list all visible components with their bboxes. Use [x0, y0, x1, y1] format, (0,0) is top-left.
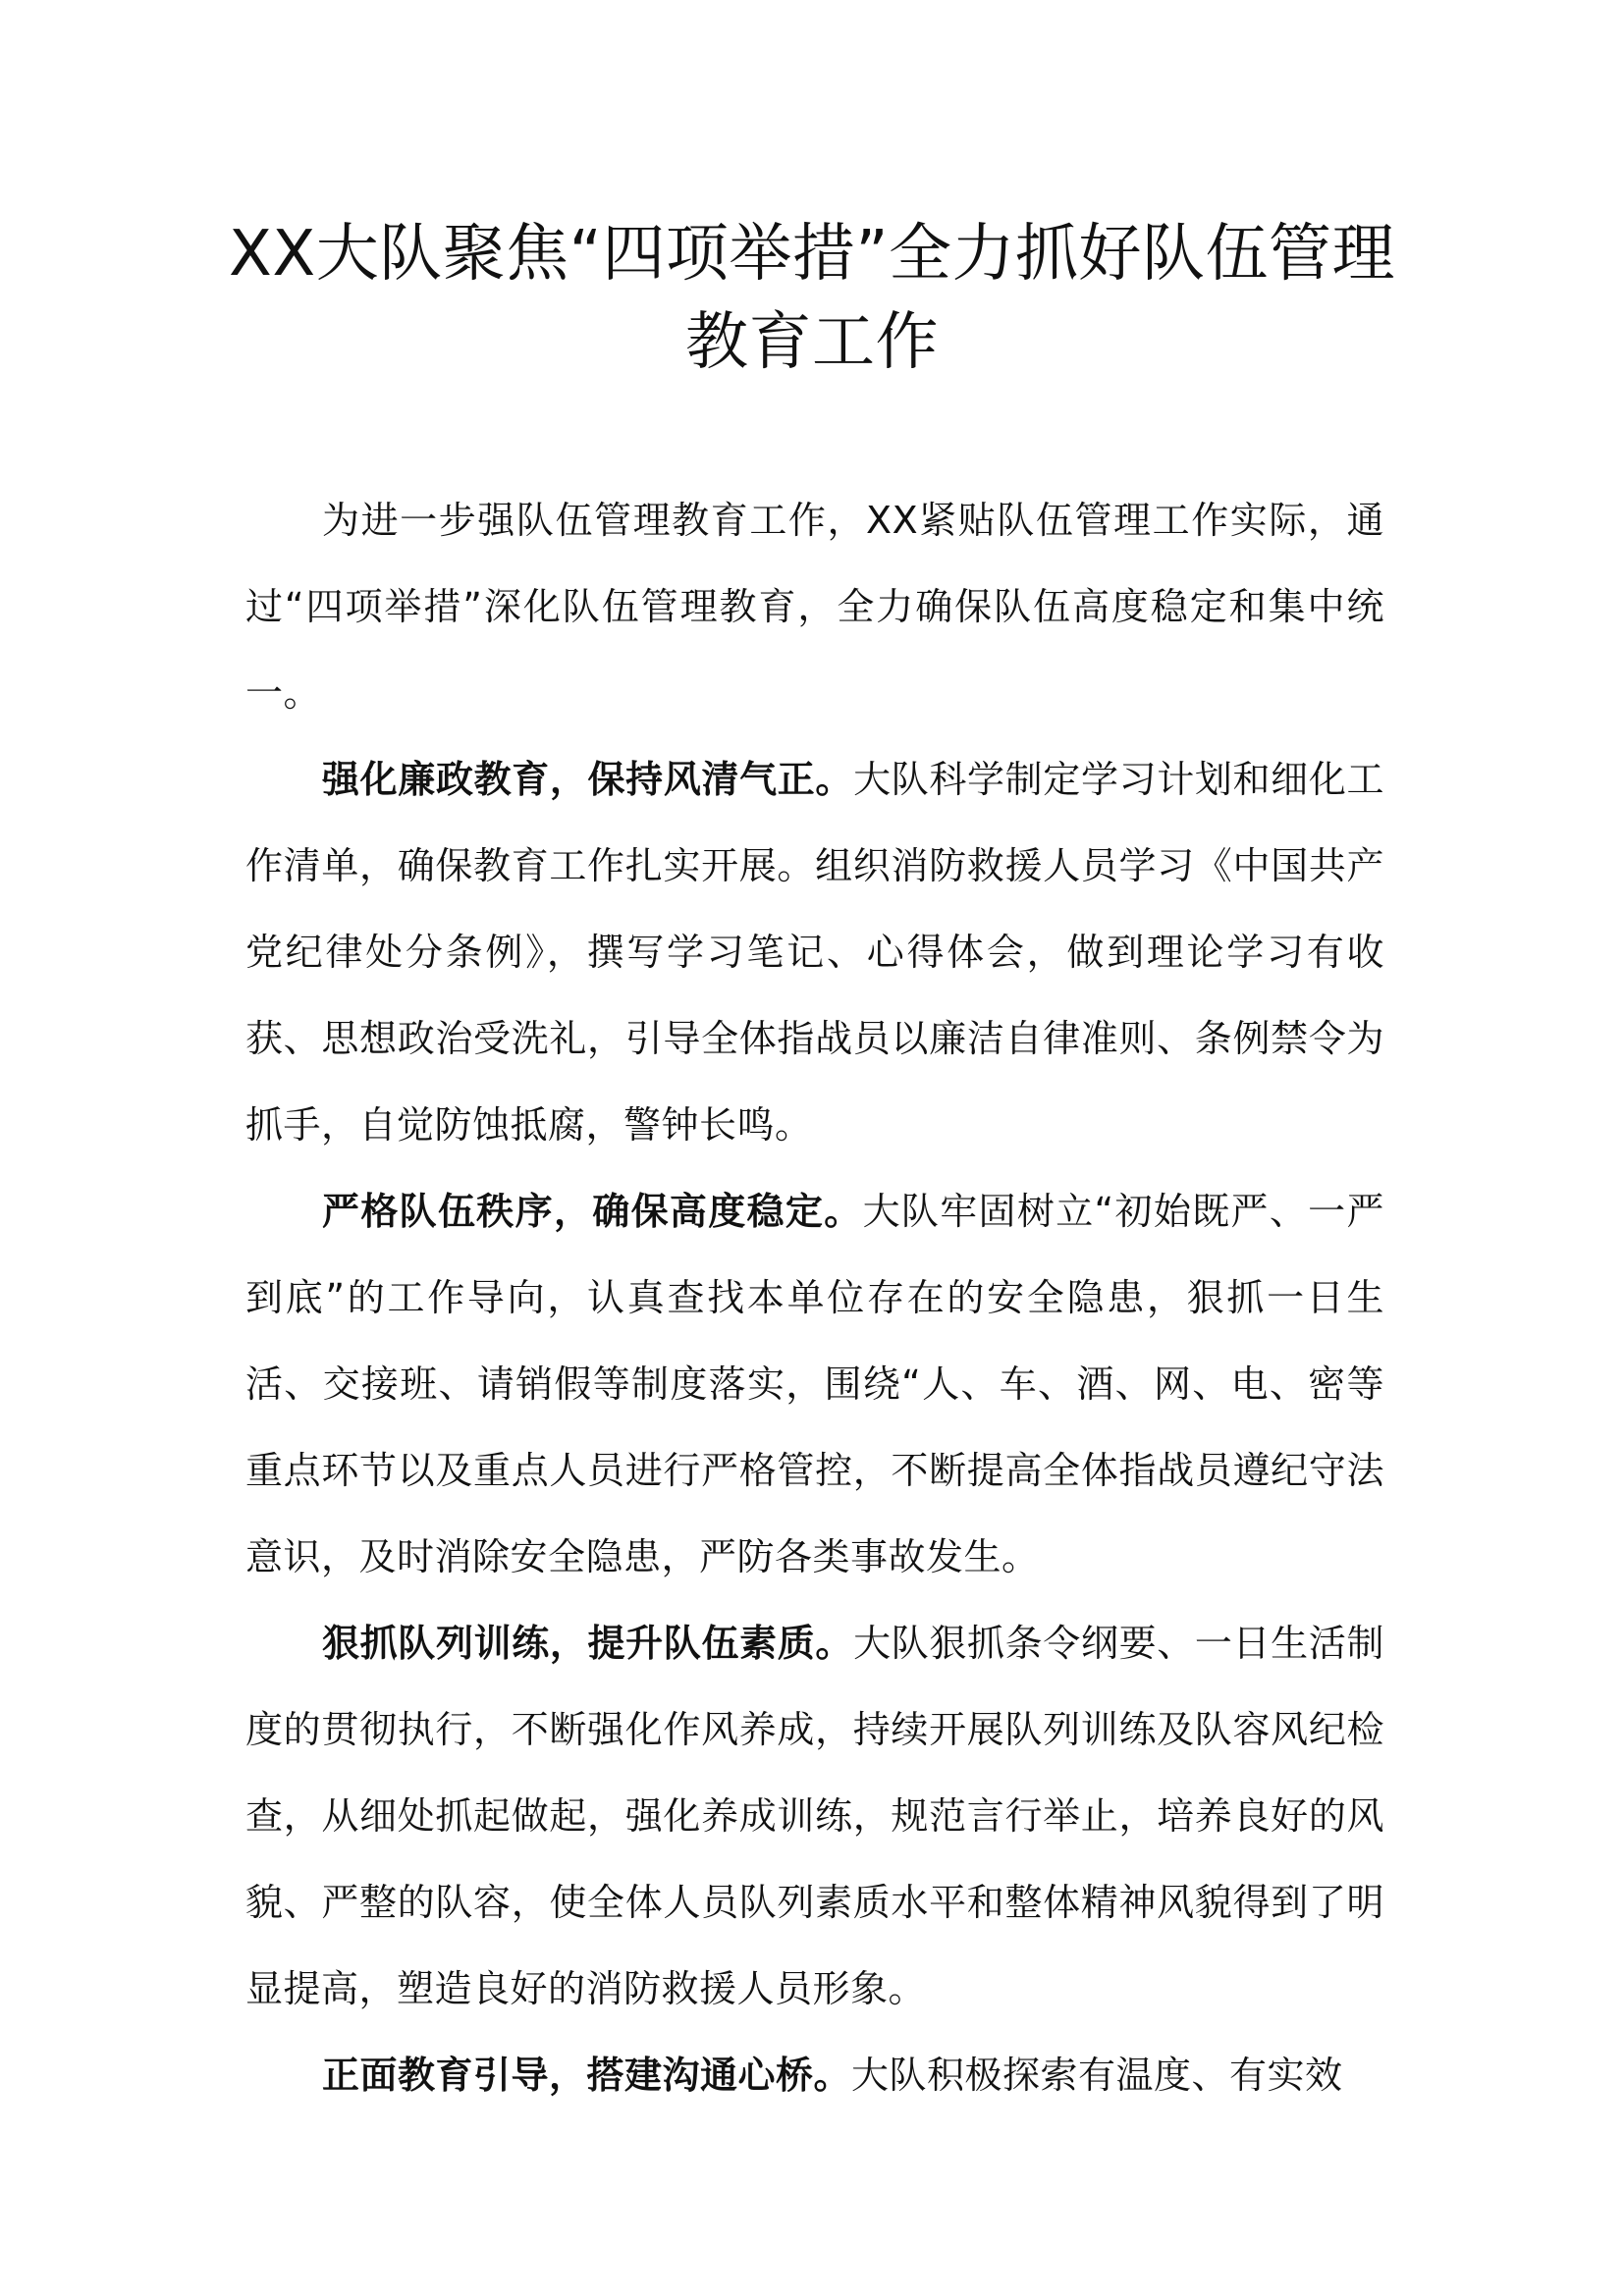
document-body [245, 477, 1384, 2118]
section-paragraph-3 [245, 1600, 1384, 2032]
section-text-1: 大队科学制定学习计划和细化工作清单，确保教育工作扎实开展。组织消防救援人员学习《中国共产党纪律处分条例》，撰写学习笔记、心得体会，做到理论学习有收获、思想政治受洗礼，引导全体指战员以廉洁自律准则、条例禁令为抓手，自觉防蚀抵腐，警钟长鸣。 [245, 758, 1384, 1147]
section-heading-1: 强化廉政教育，保持风清气正。 [322, 758, 854, 801]
section-heading-2: 严格队伍秩序，确保高度稳定。 [322, 1190, 863, 1233]
section-text-3: 大队狠抓条令纲要、一日生活制度的贯彻执行，不断强化作风养成，持续开展队列训练及队容风纪检查，从细处抓起做起，强化养成训练，规范言行举止，培养良好的风貌、严整的队容，使全体人员队列素质水平和整体精神风貌得到了明显提高，塑造良好的消防救援人员形象。 [245, 1622, 1384, 2010]
section-heading-4: 正面教育引导，搭建沟通心桥。 [322, 2054, 852, 2097]
intro-paragraph: 为进一步强队伍管理教育工作，XX紧贴队伍管理工作实际，通过“四项举措”深化队伍管理教育，全力确保队伍高度稳定和集中统一。 [245, 499, 1384, 715]
section-paragraph-4 [245, 2032, 1384, 2118]
section-paragraph-2 [245, 1168, 1384, 1600]
section-heading-3: 狠抓队列训练，提升队伍素质。 [322, 1622, 854, 1665]
section-text-2: 大队牢固树立“初始既严、一严到底”的工作导向，认真查找本单位存在的安全隐患，狠抓一日生活、交接班、请销假等制度落实，围绕“人、车、酒、网、电、密等重点环节以及重点人员进行严格管控，不断提高全体指战员遵纪守法意识，及时消除安全隐患，严防各类事故发生。 [245, 1190, 1384, 1578]
section-text-4: 大队积极探索有温度、有实效 [851, 2054, 1343, 2097]
document-title: XX大队聚焦“四项举措”全力抓好队伍管理教育工作 [229, 218, 1395, 379]
section-paragraph-1 [245, 736, 1384, 1168]
